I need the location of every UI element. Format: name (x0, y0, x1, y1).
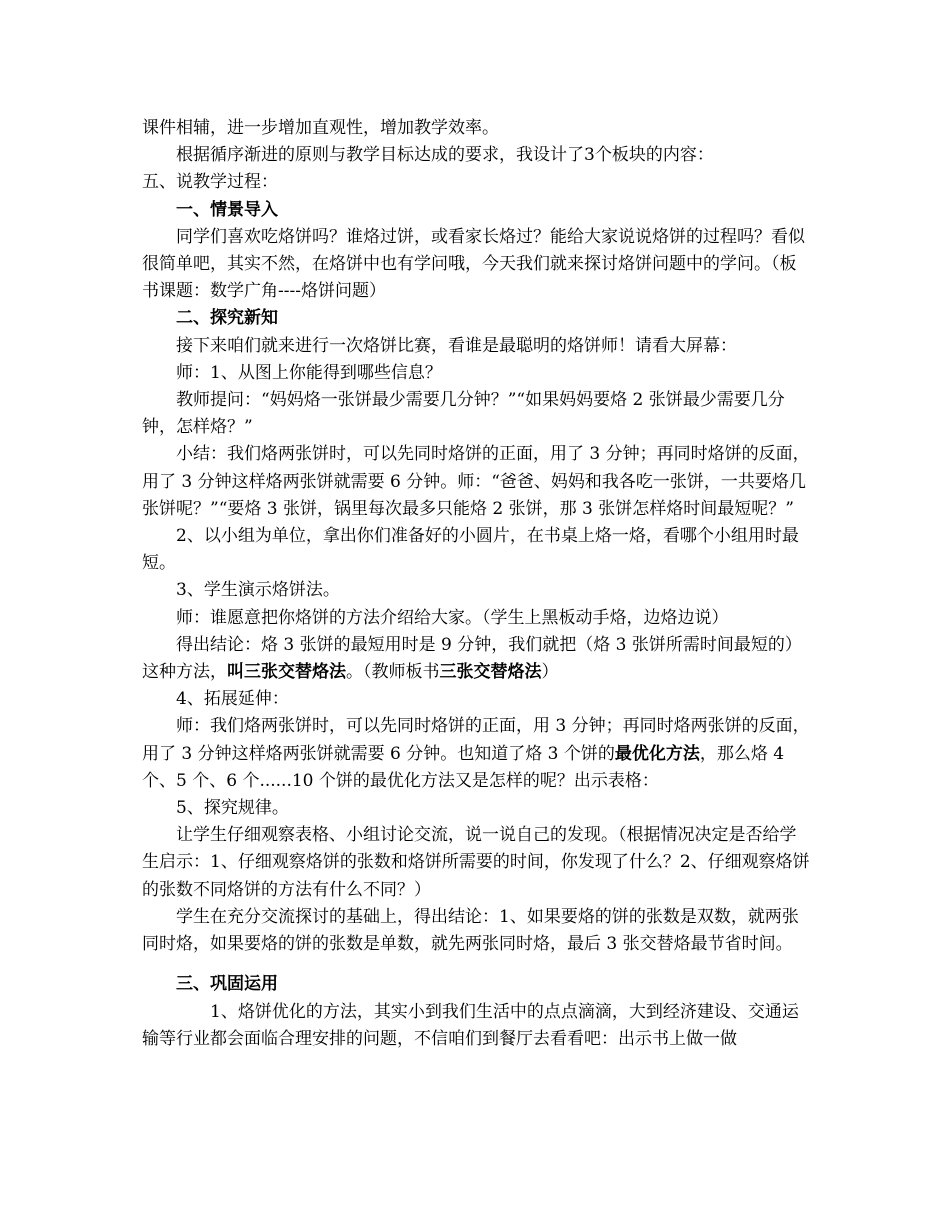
text-run: 。（教师板书 (346, 662, 440, 683)
subsection-heading: 一、情景导入 (176, 199, 278, 220)
text-run: 师：我们烙两张饼时，可以先同时烙饼的正面，用 3 分钟；再同时烙两张饼的反面，用了 3 分钟这样烙两张饼就需要 6 分钟。也知道了烙 3 个饼的 (142, 716, 810, 764)
paragraph: 师：1、从图上你能得到哪些信息？ (176, 362, 442, 383)
paragraph (142, 713, 810, 795)
bold-term: 叫三张交替烙法 (227, 662, 346, 683)
paragraph: 课件相辅，进一步增加直观性，增加教学效率。 (142, 118, 499, 138)
paragraph (142, 632, 810, 686)
text-run: ） (541, 662, 559, 683)
text-run: ，那么烙 4 个、5 个、6 个......10 个饼的最优化方法又是怎样的呢？出示表格： (142, 743, 785, 791)
bold-term: 三张交替烙法 (439, 662, 542, 683)
paragraph: 1、烙饼优化的方法，其实小到我们生活中的点点滴滴，大到经济建设、交通运输等行业都会面临合理安排的问题，不信咱们到餐厅去看看吧：出示书上做一做 (142, 1001, 799, 1049)
paragraph: 同学们喜欢吃烙饼吗？谁烙过饼，或看家长烙过？能给大家说说烙饼的过程吗？看似很简单吧，其实不然，在烙饼中也有学问哦，今天我们就来探讨烙饼问题中的学问。（板书课题：数学广角----烙饼问题） (142, 226, 805, 302)
paragraph: 2、以小组为单位，拿出你们准备好的小圆片，在书桌上烙一烙，看哪个小组用时最短。 (142, 526, 799, 574)
paragraph: 让学生仔细观察表格、小组讨论交流，说一说自己的发现。（根据情况决定是否给学生启示：1、仔细观察烙饼的张数和烙饼所需要的时间，你发现了什么？2、仔细观察烙饼的张数不同烙饼的方法有什么不同？） (142, 825, 810, 900)
document-page (142, 115, 810, 1053)
paragraph: 5、探究规律。 (176, 798, 289, 819)
paragraph: 根据循序渐进的原则与教学目标达成的要求，我设计了3个板块的内容： (176, 145, 714, 166)
subsection-heading: 三、巩固运用 (176, 974, 278, 995)
spacer (142, 958, 810, 971)
bold-term: 最优化方法 (614, 743, 700, 764)
section-heading: 五、说教学过程： (142, 172, 278, 193)
paragraph: 教师提问：“妈妈烙一张饼最少需要几分钟？”“如果妈妈要烙 2 张饼最少需要几分钟，怎样烙？” (142, 390, 785, 438)
paragraph: 小结：我们烙两张饼时，可以先同时烙饼的正面，用了 3 分钟；再同时烙饼的反面，用了 3 分钟这样烙两张饼就需要 6 分钟。师：“爸爸、妈妈和我各吃一张饼，一共要烙几张饼呢？”“要烙 3 张饼，锅里每次最多只能烙 2 张饼，那 3 张饼怎样烙时间最短呢？” (142, 444, 810, 519)
paragraph: 师：谁愿意把你烙饼的方法介绍给大家。（学生上黑板动手烙，边烙边说） (176, 607, 729, 628)
text-run: 得出结论：烙 3 张饼的最短用时是 9 分钟，我们就把（烙 3 张饼所需时间最短的）这种方法， (142, 634, 802, 683)
paragraph: 3、学生演示烙饼法。 (176, 580, 340, 601)
subsection-heading: 二、探究新知 (176, 308, 278, 329)
paragraph: 学生在充分交流探讨的基础上，得出结论：1、如果要烙的饼的张数是双数，就两张同时烙，如果要烙的饼的张数是单数，就先两张同时烙，最后 3 张交替烙最节省时间。 (142, 906, 799, 955)
paragraph: 4、拓展延伸： (176, 689, 289, 710)
paragraph: 接下来咱们就来进行一次烙饼比赛，看谁是最聪明的烙饼师！请看大屏幕： (176, 335, 737, 356)
